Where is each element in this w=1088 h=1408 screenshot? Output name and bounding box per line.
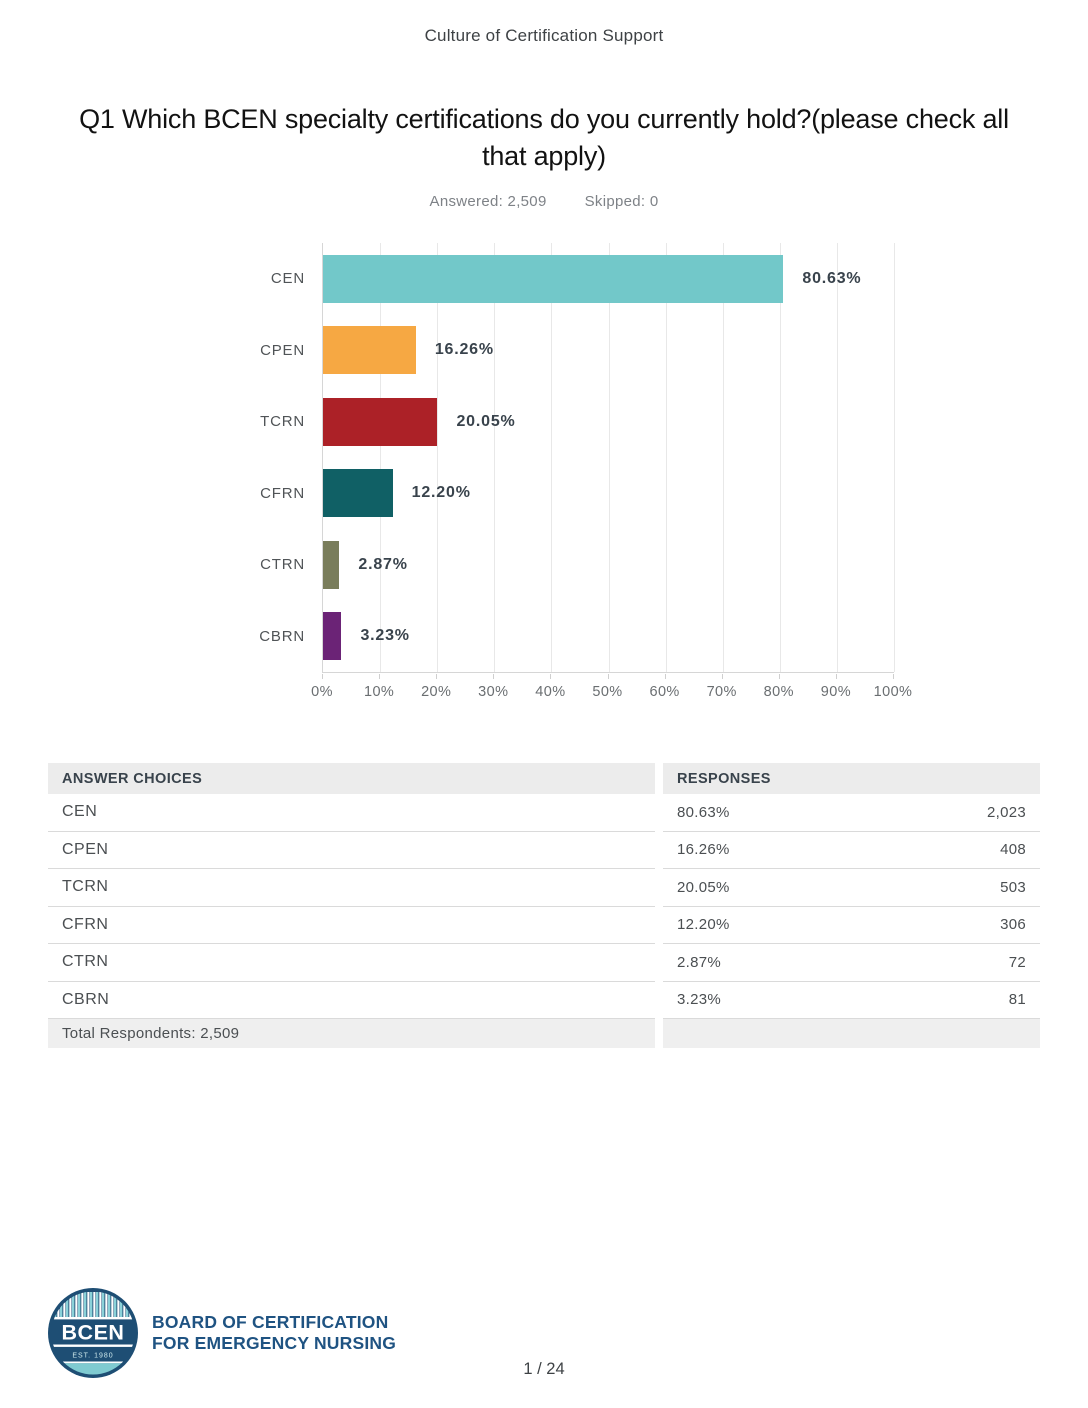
chart-bar-row: [323, 315, 894, 387]
category-label: CPEN: [260, 341, 305, 359]
answer-cell: CBRN: [48, 982, 655, 1020]
org-name: [152, 1312, 396, 1354]
response-cell: [663, 832, 1040, 870]
x-axis-tick-label: 30%: [478, 684, 509, 700]
answer-cell: TCRN: [48, 869, 655, 907]
response-count: 408: [1000, 841, 1026, 859]
response-percent: 20.05%: [677, 878, 730, 896]
axis-tick: [379, 674, 380, 679]
bar-ctrn: [323, 541, 339, 589]
answered-count: Answered: 2,509: [429, 193, 547, 210]
response-percent: 2.87%: [677, 953, 722, 971]
axis-tick: [779, 674, 780, 679]
bar-cbrn: [323, 612, 341, 660]
bar-value-label: 3.23%: [360, 627, 410, 645]
logo-acronym-text: BCEN: [61, 1320, 125, 1345]
axis-tick: [608, 674, 609, 679]
total-respondents-label: Total Respondents: 2,509: [48, 1019, 655, 1048]
axis-tick: [436, 674, 437, 679]
x-axis-tick-label: 90%: [820, 684, 852, 700]
response-percent: 3.23%: [677, 991, 722, 1009]
answer-cell: CEN: [48, 794, 655, 832]
x-axis-tick-label: 70%: [706, 684, 737, 700]
results-table: [48, 763, 1040, 1048]
response-percent: 12.20%: [677, 916, 730, 934]
table-header-row: [48, 763, 1040, 794]
org-name-line1: BOARD OF CERTIFICATION: [152, 1312, 389, 1332]
answer-cell: CFRN: [48, 907, 655, 945]
bar-value-label: 2.87%: [358, 555, 408, 573]
answer-cell: CTRN: [48, 944, 655, 982]
table-row: [48, 794, 1040, 832]
column-header-responses: RESPONSES: [663, 763, 1040, 794]
report-title: Culture of Certification Support: [424, 26, 664, 45]
x-axis-tick-label: 80%: [763, 684, 794, 700]
table-row: [48, 907, 1040, 945]
category-label: CEN: [270, 270, 305, 288]
axis-tick: [665, 674, 666, 679]
bar-cen: [323, 255, 783, 303]
response-cell: [663, 794, 1040, 832]
table-row: [48, 944, 1040, 982]
chart-bar-row: [323, 458, 894, 530]
x-axis-tick-label: 60%: [649, 684, 680, 700]
axis-tick: [322, 674, 323, 679]
question-title: Q1 Which BCEN specialty certifications do you currently hold?(please check all that apply): [79, 104, 1009, 171]
response-cell: [663, 869, 1040, 907]
org-name-line2: FOR EMERGENCY NURSING: [152, 1333, 397, 1353]
axis-tick: [722, 674, 723, 679]
x-axis-tick-label: 20%: [421, 684, 452, 700]
logo-established-text: EST. 1980: [72, 1352, 114, 1360]
bar-value-label: 80.63%: [802, 269, 862, 287]
table-body: [48, 794, 1040, 1019]
x-axis-tick-label: 40%: [535, 684, 566, 700]
table-footer-row: [48, 1019, 1040, 1048]
table-footer-spacer: [663, 1019, 1040, 1048]
skipped-count: Skipped: 0: [584, 193, 659, 210]
category-label: CBRN: [259, 627, 305, 645]
x-axis-tick-label: 0%: [311, 684, 333, 700]
axis-tick: [893, 674, 894, 679]
table-row: [48, 869, 1040, 907]
column-header-answer-choices: ANSWER CHOICES: [48, 763, 655, 794]
x-axis-tick-label: 10%: [363, 684, 395, 700]
chart-plot-wrap: [311, 243, 913, 713]
bar-value-label: 20.05%: [456, 412, 516, 430]
chart-bar-row: [323, 529, 894, 601]
response-cell: [663, 944, 1040, 982]
x-axis-tick-label: 50%: [592, 684, 623, 700]
chart-plot-area: [322, 243, 894, 673]
response-count: 503: [1000, 878, 1026, 896]
response-percent: 80.63%: [677, 803, 730, 821]
x-axis-tick-label: 100%: [873, 684, 913, 700]
response-count: 72: [1008, 953, 1026, 971]
axis-tick: [550, 674, 551, 679]
response-count: 2,023: [986, 803, 1026, 821]
chart-x-axis: [311, 673, 913, 713]
category-label: TCRN: [260, 413, 305, 431]
response-percent: 16.26%: [677, 841, 730, 859]
bar-cfrn: [323, 469, 393, 517]
bar-chart: [48, 243, 913, 713]
answer-cell: CPEN: [48, 832, 655, 870]
response-cell: [663, 907, 1040, 945]
bar-tcrn: [323, 398, 437, 446]
category-label: CFRN: [260, 484, 305, 502]
axis-tick: [493, 674, 494, 679]
table-row: [48, 832, 1040, 870]
axis-tick: [836, 674, 837, 679]
response-count: 81: [1008, 991, 1026, 1009]
table-row: [48, 982, 1040, 1020]
chart-bar-row: [323, 243, 894, 315]
bar-value-label: 16.26%: [434, 341, 494, 359]
bar-cpen: [323, 326, 416, 374]
bar-value-label: 12.20%: [411, 484, 471, 502]
response-stats: [0, 193, 1088, 210]
chart-category-labels: [48, 243, 322, 713]
page-indicator: 1 / 24: [523, 1360, 565, 1378]
category-label: CTRN: [260, 556, 305, 574]
response-cell: [663, 982, 1040, 1020]
chart-bar-row: [323, 601, 894, 673]
response-count: 306: [1000, 916, 1026, 934]
gridline: [894, 243, 895, 672]
chart-bar-row: [323, 386, 894, 458]
